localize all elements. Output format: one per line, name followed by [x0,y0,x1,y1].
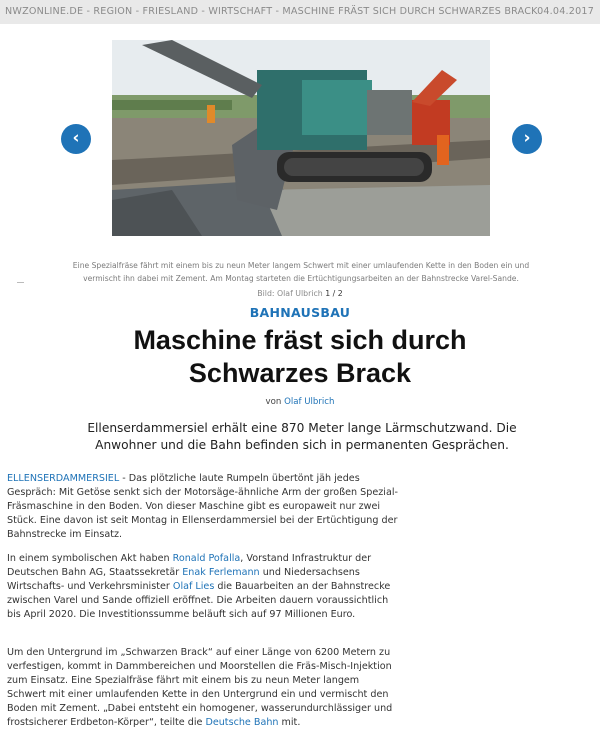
breadcrumb[interactable]: NWZONLINE.DE - REGION - FRIESLAND - WIRTSCHAFT - MASCHINE FRÄST SICH DURCH SCHWARZES BRACK [5,6,538,17]
photo-caption: Eine Spezialfräse fährt mit einem bis zu neun Meter langem Schwert mit einer umlaufenden Kette in den Boden ein und vermischt ihn dabei mit Zement. Am Montag starteten die Ertüchtigungsarbeiten an der Bahnstrecke Varel-Sande. [72,261,530,283]
dateline-link[interactable]: ELLENSERDAMMERSIEL [7,473,120,484]
gallery-next-button[interactable] [512,124,542,154]
author-link[interactable]: Olaf Ulbrich [284,397,335,407]
chevron-left-icon: ‹ [72,128,80,148]
link-deutsche-bahn[interactable]: Deutsche Bahn [205,716,279,728]
paragraph-2-text-4: die Bauarbeiten an der Bahnstrecke zwischen Varel und Sande offiziell eröffnet. Die Arbeiten dauern voraussichtlich bis April 2020. Die Investitionssumme beläuft sich auf 97 Millionen Euro. [7,580,391,620]
article-kicker[interactable]: BAHNAUSBAU [249,305,351,320]
photo-credit [0,289,600,298]
divider [17,282,24,283]
photo-credit-label: Bild: Olaf Ulbrich [257,289,323,298]
paragraph-2 [7,552,399,622]
article-lead: Ellenserdammersiel erhält eine 870 Meter lange Lärmschutzwand. Die Anwohner und die Bahn befinden sich in permanenten Gesprächen. [87,421,517,452]
paragraph-3 [7,646,399,729]
paragraph-1-text: - Das plötzliche laute Rumpeln übertönt jäh jedes Gespräch: Mit Getöse senkt sich der Motorsäge-ähnliche Arm der großen Spezial-Fräsmaschine in den Boden. Von dieser Maschine gibt es europaweit nur zwei Stück. Eine davon ist seit Montag in Ellenserdammersiel bei der Ertüchtigung der Bahnstrecke im Einsatz. [7,473,398,540]
byline [0,397,600,407]
paragraph-3-text-1: Um den Untergrund im „Schwarzen Brack“ auf einer Länge von 6200 Metern zu verfestigen, kommt in Dammbereichen und Moorstellen die Fräs-Misch-Injektion zum Einsatz. Eine Spezialfräse fährt mit einem bis zu neun Meter langem Schwert mit einer umlaufenden Kette in den Untergrund ein und vermischt den Boden mit Zement. „Dabei entsteht ein homogener, wasserundurchlässiger und frostsicherer Erdbeton-Körper“, teilte die [7,647,393,728]
top-bar [0,0,600,24]
paragraph-3-text-2: mit. [278,716,301,728]
article-title: Maschine fräst sich durch Schwarzes Brack [133,325,467,388]
chevron-right-icon: › [523,128,531,148]
paragraph-2-text-1: In einem symbolischen Akt haben [7,553,173,564]
gallery-prev-button[interactable] [61,124,91,154]
link-olaf-lies[interactable]: Olaf Lies [172,580,215,592]
byline-prefix: von [265,397,282,407]
link-enak-ferlemann[interactable]: Enak Ferlemann [182,566,260,578]
publish-date: 04.04.2017 [537,6,594,17]
paragraph-1 [7,472,399,542]
paragraph-2-text-3: und Niedersachsens Wirtschafts- und Verkehrsminister [7,566,360,592]
gallery-counter: 1 / 2 [325,289,343,298]
link-ronald-pofalla[interactable]: Ronald Pofalla [172,553,241,564]
gallery-photo[interactable] [112,40,490,236]
paragraph-2-text-2: , Vorstand Infrastruktur der Deutschen Bahn AG, Staatssekretär [7,553,372,578]
